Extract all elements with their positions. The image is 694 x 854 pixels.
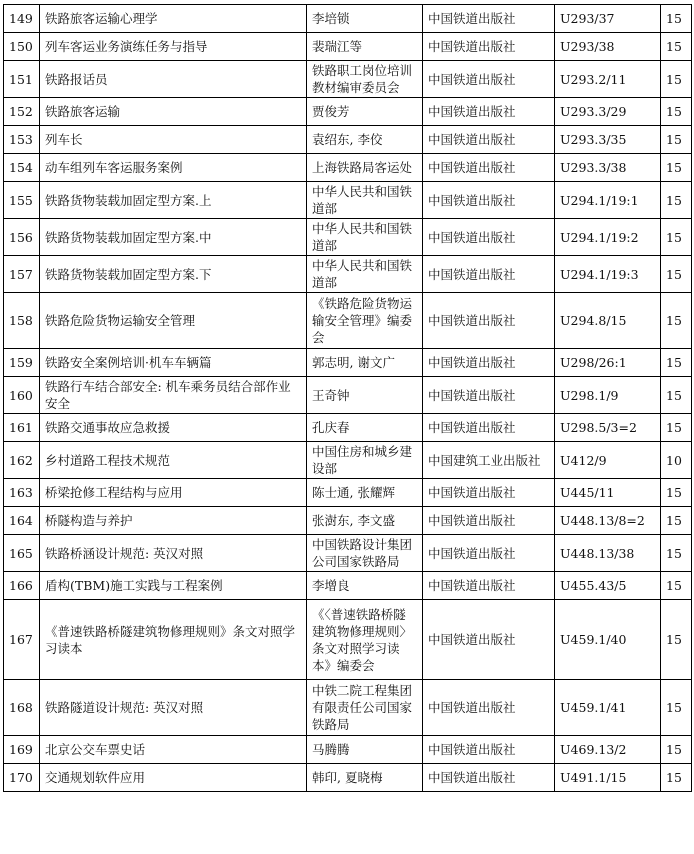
table-row [4,126,692,154]
call-number-cell: U298.1/9 [555,377,661,414]
author-cell: 铁路职工岗位培训教材编审委员会 [307,61,423,98]
book-title-cell: 北京公交车票史话 [40,736,307,764]
call-number-cell: U294.1/19:2 [555,219,661,256]
table-row [4,293,692,349]
publisher-cell: 中国铁道出版社 [423,414,555,442]
author-cell: 韩印, 夏晓梅 [307,764,423,792]
author-cell: 上海铁路局客运处 [307,154,423,182]
table-body [4,5,692,792]
row-number-cell: 156 [4,219,40,256]
call-number-cell: U448.13/8=2 [555,507,661,535]
row-number-cell: 166 [4,572,40,600]
row-number-cell: 169 [4,736,40,764]
publisher-cell: 中国铁道出版社 [423,256,555,293]
row-number-cell: 157 [4,256,40,293]
author-cell: 王奇钟 [307,377,423,414]
quantity-cell: 15 [661,572,692,600]
quantity-cell: 15 [661,61,692,98]
table-row [4,256,692,293]
publisher-cell: 中国铁道出版社 [423,764,555,792]
author-cell: 中华人民共和国铁道部 [307,219,423,256]
table-row [4,33,692,61]
row-number-cell: 155 [4,182,40,219]
quantity-cell: 15 [661,256,692,293]
author-cell: 李培锁 [307,5,423,33]
author-cell: 袁绍东, 李佼 [307,126,423,154]
call-number-cell: U294.8/15 [555,293,661,349]
quantity-cell: 15 [661,600,692,680]
table-row [4,61,692,98]
quantity-cell: 15 [661,219,692,256]
call-number-cell: U412/9 [555,442,661,479]
row-number-cell: 149 [4,5,40,33]
author-cell: 张澍东, 李文盛 [307,507,423,535]
call-number-cell: U293/38 [555,33,661,61]
author-cell: 马腾腾 [307,736,423,764]
book-title-cell: 动车组列车客运服务案例 [40,154,307,182]
quantity-cell: 15 [661,154,692,182]
row-number-cell: 161 [4,414,40,442]
publisher-cell: 中国铁道出版社 [423,572,555,600]
author-cell: 中华人民共和国铁道部 [307,182,423,219]
author-cell: 郭志明, 谢文广 [307,349,423,377]
row-number-cell: 165 [4,535,40,572]
publisher-cell: 中国铁道出版社 [423,219,555,256]
call-number-cell: U459.1/40 [555,600,661,680]
book-title-cell: 铁路桥涵设计规范: 英汉对照 [40,535,307,572]
table-row [4,219,692,256]
author-cell: 《〈普速铁路桥隧建筑物修理规则〉条文对照学习读本》编委会 [307,600,423,680]
book-title-cell: 盾构(TBM)施工实践与工程案例 [40,572,307,600]
table-row [4,442,692,479]
author-cell: 中国铁路设计集团公司国家铁路局 [307,535,423,572]
call-number-cell: U459.1/41 [555,680,661,736]
book-title-cell: 列车客运业务演练任务与指导 [40,33,307,61]
publisher-cell: 中国铁道出版社 [423,479,555,507]
call-number-cell: U448.13/38 [555,535,661,572]
row-number-cell: 153 [4,126,40,154]
book-title-cell: 铁路货物装载加固定型方案.上 [40,182,307,219]
author-cell: 陈士通, 张耀辉 [307,479,423,507]
row-number-cell: 168 [4,680,40,736]
table-row [4,600,692,680]
publisher-cell: 中国铁道出版社 [423,600,555,680]
book-title-cell: 列车长 [40,126,307,154]
quantity-cell: 15 [661,293,692,349]
quantity-cell: 15 [661,349,692,377]
call-number-cell: U293.3/38 [555,154,661,182]
author-cell: 中华人民共和国铁道部 [307,256,423,293]
book-title-cell: 铁路交通事故应急救援 [40,414,307,442]
table-row [4,680,692,736]
table-row [4,736,692,764]
author-cell: 孔庆春 [307,414,423,442]
author-cell: 贾俊芳 [307,98,423,126]
book-title-cell: 乡村道路工程技术规范 [40,442,307,479]
call-number-cell: U293.2/11 [555,61,661,98]
book-list-table [3,4,692,792]
book-title-cell: 铁路旅客运输心理学 [40,5,307,33]
row-number-cell: 158 [4,293,40,349]
row-number-cell: 162 [4,442,40,479]
publisher-cell: 中国铁道出版社 [423,293,555,349]
row-number-cell: 150 [4,33,40,61]
quantity-cell: 15 [661,5,692,33]
row-number-cell: 163 [4,479,40,507]
quantity-cell: 15 [661,507,692,535]
book-title-cell: 铁路行车结合部安全: 机车乘务员结合部作业安全 [40,377,307,414]
row-number-cell: 164 [4,507,40,535]
publisher-cell: 中国铁道出版社 [423,126,555,154]
publisher-cell: 中国铁道出版社 [423,33,555,61]
book-title-cell: 铁路旅客运输 [40,98,307,126]
author-cell: 《铁路危险货物运输安全管理》编委会 [307,293,423,349]
row-number-cell: 151 [4,61,40,98]
table-row [4,764,692,792]
author-cell: 中国住房和城乡建设部 [307,442,423,479]
row-number-cell: 152 [4,98,40,126]
author-cell: 裴瑞江等 [307,33,423,61]
quantity-cell: 15 [661,479,692,507]
book-title-cell: 《普速铁路桥隧建筑物修理规则》条文对照学习读本 [40,600,307,680]
book-title-cell: 交通规划软件应用 [40,764,307,792]
book-title-cell: 铁路危险货物运输安全管理 [40,293,307,349]
quantity-cell: 15 [661,98,692,126]
table-row [4,154,692,182]
book-title-cell: 桥隧构造与养护 [40,507,307,535]
quantity-cell: 15 [661,535,692,572]
quantity-cell: 15 [661,764,692,792]
book-title-cell: 铁路安全案例培训·机车车辆篇 [40,349,307,377]
author-cell: 中铁二院工程集团有限责任公司国家铁路局 [307,680,423,736]
publisher-cell: 中国建筑工业出版社 [423,442,555,479]
table-row [4,507,692,535]
book-title-cell: 铁路货物装载加固定型方案.中 [40,219,307,256]
publisher-cell: 中国铁道出版社 [423,507,555,535]
row-number-cell: 159 [4,349,40,377]
quantity-cell: 15 [661,377,692,414]
call-number-cell: U298/26:1 [555,349,661,377]
book-title-cell: 铁路货物装载加固定型方案.下 [40,256,307,293]
call-number-cell: U294.1/19:3 [555,256,661,293]
row-number-cell: 160 [4,377,40,414]
call-number-cell: U298.5/3=2 [555,414,661,442]
quantity-cell: 15 [661,736,692,764]
book-title-cell: 桥梁抢修工程结构与应用 [40,479,307,507]
quantity-cell: 15 [661,680,692,736]
table-row [4,5,692,33]
table-row [4,377,692,414]
publisher-cell: 中国铁道出版社 [423,349,555,377]
publisher-cell: 中国铁道出版社 [423,377,555,414]
table-row [4,414,692,442]
quantity-cell: 10 [661,442,692,479]
call-number-cell: U294.1/19:1 [555,182,661,219]
publisher-cell: 中国铁道出版社 [423,154,555,182]
call-number-cell: U293/37 [555,5,661,33]
publisher-cell: 中国铁道出版社 [423,61,555,98]
publisher-cell: 中国铁道出版社 [423,5,555,33]
row-number-cell: 154 [4,154,40,182]
row-number-cell: 170 [4,764,40,792]
publisher-cell: 中国铁道出版社 [423,535,555,572]
book-title-cell: 铁路隧道设计规范: 英汉对照 [40,680,307,736]
quantity-cell: 15 [661,182,692,219]
table-row [4,98,692,126]
call-number-cell: U469.13/2 [555,736,661,764]
table-row [4,349,692,377]
publisher-cell: 中国铁道出版社 [423,736,555,764]
table-row [4,572,692,600]
table-row [4,535,692,572]
call-number-cell: U445/11 [555,479,661,507]
quantity-cell: 15 [661,126,692,154]
author-cell: 李增良 [307,572,423,600]
book-title-cell: 铁路报话员 [40,61,307,98]
quantity-cell: 15 [661,33,692,61]
row-number-cell: 167 [4,600,40,680]
call-number-cell: U491.1/15 [555,764,661,792]
call-number-cell: U293.3/29 [555,98,661,126]
publisher-cell: 中国铁道出版社 [423,680,555,736]
publisher-cell: 中国铁道出版社 [423,98,555,126]
table-row [4,182,692,219]
call-number-cell: U293.3/35 [555,126,661,154]
table-row [4,479,692,507]
call-number-cell: U455.43/5 [555,572,661,600]
quantity-cell: 15 [661,414,692,442]
publisher-cell: 中国铁道出版社 [423,182,555,219]
